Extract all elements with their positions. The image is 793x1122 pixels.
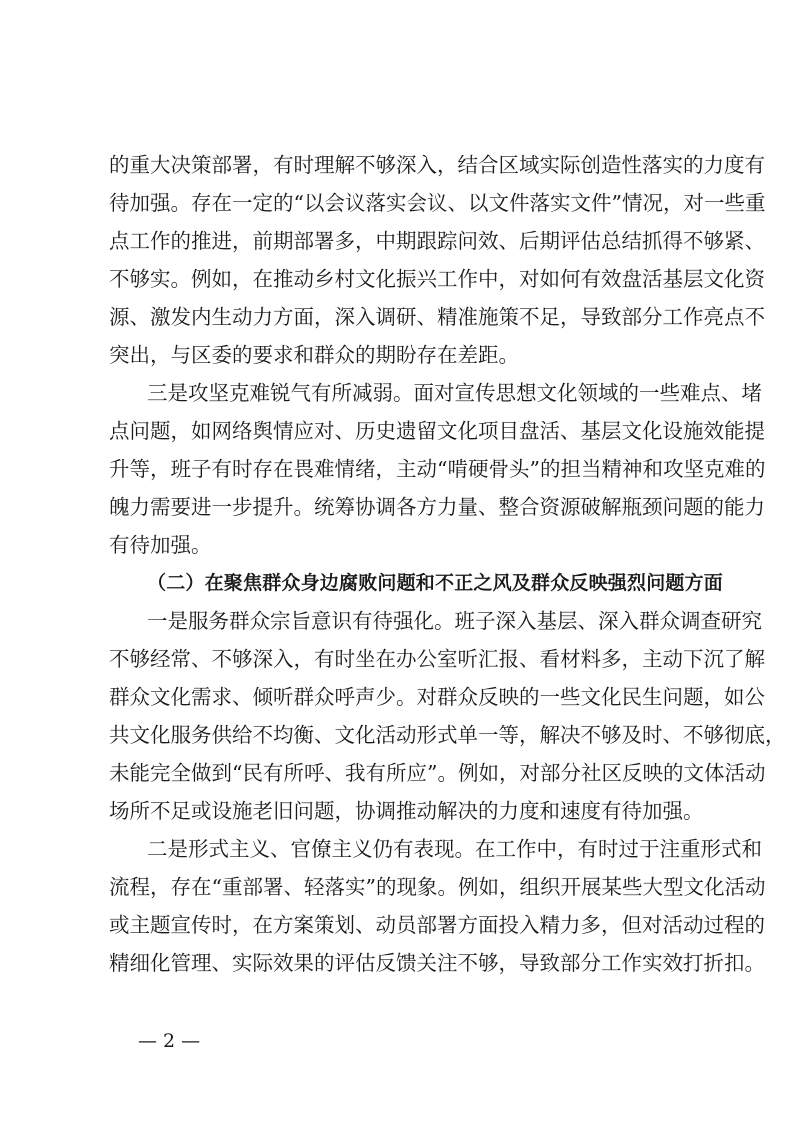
text-line: 不够实。例如，在推动乡村文化振兴工作中，对如何有效盘活基层文化资 [109,267,765,291]
text-line: 的重大决策部署，有时理解不够深入，结合区域实际创造性落实的力度有 [109,153,765,177]
text-line: 源、激发内生动力方面，深入调研、精准施策不足，导致部分工作亮点不 [109,305,765,329]
text-line: 有待加强。 [109,533,212,557]
paragraph-first-line: 三是攻坚克难锐气有所减弱。面对宣传思想文化领域的一些难点、堵 [147,381,762,405]
text-line: 突出，与区委的要求和群众的期盼存在差距。 [109,343,519,367]
page-number: — 2 — [138,1030,201,1052]
paragraph-first-line: 二是形式主义、官僚主义仍有表现。在工作中，有时过于注重形式和 [147,837,762,861]
section-heading: （二）在聚焦群众身边腐败问题和不正之风及群众反映强烈问题方面 [147,572,724,594]
text-line: 未能完全做到“民有所呼、我有所应”。例如，对部分社区反映的文体活动 [109,761,766,785]
text-line: 不够经常、不够深入，有时坐在办公室听汇报、看材料多，主动下沉了解 [109,647,765,671]
text-line: 待加强。存在一定的“以会议落实会议、以文件落实文件”情况，对一些重 [109,191,766,215]
text-line: 群众文化需求、倾听群众呼声少。对群众反映的一些文化民生问题，如公 [109,685,765,709]
text-line: 共文化服务供给不均衡、文化活动形式单一等，解决不够及时、不够彻底， [109,723,786,747]
text-line: 魄力需要进一步提升。统筹协调各方力量、整合资源破解瓶颈问题的能力 [109,495,765,519]
paragraph-first-line: 一是服务群众宗旨意识有待强化。班子深入基层、深入群众调查研究 [147,609,762,633]
text-line: 或主题宣传时，在方案策划、动员部署方面投入精力多，但对活动过程的 [109,913,765,937]
text-line: 场所不足或设施老旧问题，协调推动解决的力度和速度有待加强。 [109,799,704,823]
text-line: 升等，班子有时存在畏难情绪，主动“啃硬骨头”的担当精神和攻坚克难的 [109,457,766,481]
text-line: 点问题，如网络舆情应对、历史遗留文化项目盘活、基层文化设施效能提 [109,419,765,443]
text-line: 精细化管理、实际效果的评估反馈关注不够，导致部分工作实效打折扣。 [109,951,765,975]
text-line: 点工作的推进，前期部署多，中期跟踪问效、后期评估总结抓得不够紧、 [109,229,765,253]
text-line: 流程，存在“重部署、轻落实”的现象。例如，组织开展某些大型文化活动 [109,875,766,899]
